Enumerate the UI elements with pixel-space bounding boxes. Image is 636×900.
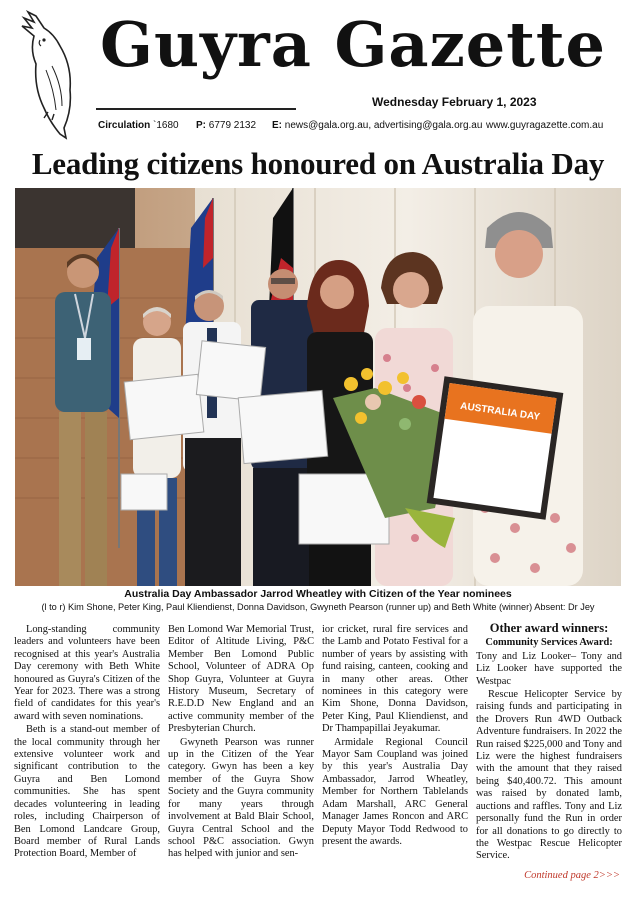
award-subheading: Community Services Award: [485,637,613,649]
article-column-1 [14,624,160,886]
paragraph: Tony and Liz Looker– Tony and Liz Looker have supported the Westpac [476,650,622,687]
contact-bar [0,120,636,134]
paragraph: Rescue Helicopter Service by raising funds and participating in the Drovers Run 4WD Outback Adventure fundraisers. In 2022 the Run raised $225,000 and Tony and Liz were the highest fundraisers with the amount that they raised being $40,400.72. This amount was raised by donated lamb, auctions and raffles. Tony and Liz personally fund the Run in order for all donations to go directly to the Westpac Rescue Helicopter Service. [476,689,622,862]
headline: Leading citizens honoured on Australia Day [31,146,605,181]
front-page-photo [15,188,621,586]
article-column-2 [168,624,314,886]
website-link[interactable]: www.guyragazette.com.au [486,120,604,131]
article-column-4 [476,622,622,884]
email-value[interactable]: news@gala.org.au, advertising@gala.org.au [284,120,483,131]
sidebar-heading: Other award winners: [489,622,609,635]
phone-value: 6779 2132 [208,120,257,131]
article-column-3 [322,624,468,886]
paragraph: Gwyneth Pearson was runner up in the Citizen of the Year category. Gwyn has been a key member of the Guyra Show Society and the Guyra community for many years through involvement at Bald Blair School, Guyra Central School and the school P&C association. Gwyn has helped with junior and sen- [168,736,314,860]
continued-link[interactable]: Continued page 2>>> [524,870,620,881]
newspaper-title: Guyra Gazette [100,8,606,81]
phone-label: P: [196,120,206,131]
circulation-value: `1680 [153,120,179,131]
photo-illustration [15,188,621,586]
circulation-label: Circulation [98,120,151,131]
issue-date: Wednesday February 1, 2023 [372,95,537,109]
photo-caption-names: (l to r) Kim Shone, Peter King, Paul Kliendienst, Donna Davidson, Gwyneth Pearson (runner up) and Beth White (winner) Absent: Dr Jey [41,602,595,612]
australia-day-frame [427,376,564,519]
person-peter-king [183,290,241,586]
paragraph: ior cricket, rural fire services and the Lamb and Potato Festival for a number of years by assisting with fund raising, canteen, cooking and in many other areas. Other nominees in this category were Kim Shone, Donna Davidson, Peter King, Paul Kliendienst, and Dr Thampapillai Jeyakumar. [322,624,468,735]
paragraph: Beth is a stand-out member of the local community through her extensive volunteer work and significant contribution to the Guyra and Ben Lomond communities. She has spent decades volunteering in leading roles, including Chairperson of Ben Lomond Landcare Group, Board member of Rural Lands Protection Board, Member of [14,724,160,860]
frame-banner-text: AUSTRALIA DAY [459,400,541,423]
paragraph: Long-standing community leaders and volunteers have been recognised at this year's Australia Day ceremony with Beth White honoured as Guyra's Citizen of the Year for 2023. There was a strong field of candidates for this year's award with seven nominations. [14,624,160,722]
email-label: E: [272,120,282,131]
photo-caption: Australia Day Ambassador Jarrod Wheatley with Citizen of the Year nominees [124,588,512,600]
paragraph: Ben Lomond War Memorial Trust, Editor of Altitude Living, P&C Member Ben Lomond Public School, Volunteer of ADRA Op Shop Guyra, Volunteer at Guyra History Museum, Secretary of R.E.D.D New England and an active community member of the Presbyterian Church. [168,624,314,735]
masthead [0,0,636,140]
paragraph: Armidale Regional Council Mayor Sam Coupland was joined by this year's Australia Day Ambassador, Jarrod Wheatley, Member for Northern Tablelands Adam Marshall, ARC General Manager James Roncon and ARC Deputy Mayor Todd Redwood to present the awards. [322,736,468,847]
branch-rule [96,108,296,110]
